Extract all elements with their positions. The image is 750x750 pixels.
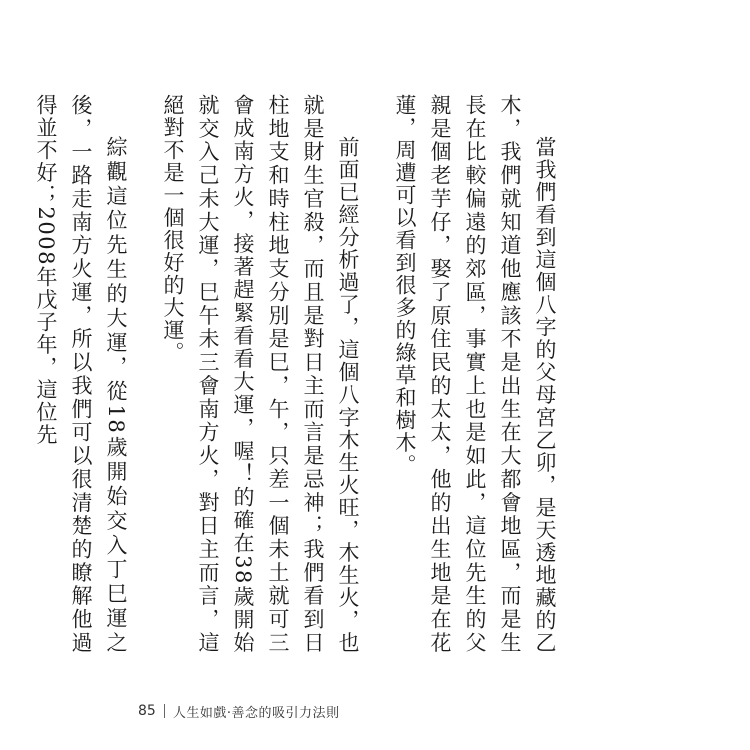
body-text — [28, 94, 562, 654]
footer-divider — [164, 704, 165, 718]
page-footer — [138, 700, 339, 722]
page-number: 85 — [138, 703, 156, 719]
running-book-title: 人生如戲‧善念的吸引力法則 — [172, 705, 340, 721]
paragraph-wood-fire-analysis: 前面已經分析過了，這個八字木生火旺，木生火，也就是財生官殺，而且是對日主而言是忌神；我們看到日柱地支和時柱地支分別是巳，午，只差一個未土就可三會成南方火，接著趕緊看看大運，喔！的確在38歲開始就交入己未大運，巳午未三會南方火，對日主而言，這絕對不是一個很好的大運。 — [161, 94, 360, 654]
paragraph-luck-cycle-overview: 綜觀這位先生的大運，從18歲開始交入丁巳運之後，一路走南方火運，所以我們可以很清楚的瞭解他過得並不好；2008年戊子年，這位先 — [34, 94, 128, 654]
paragraph-parents-palace: 當我們看到這個八字的父母宮乙卯，是天透地藏的乙木，我們就知道他應該不是出生在大都會地區，而是生長在比較偏遠的郊區，事實上也是如此，這位先生的父親是個老芋仔，娶了原住民的太太，他的出生地是在花蓮，周遭可以看到很多的綠草和樹木。 — [393, 94, 557, 654]
